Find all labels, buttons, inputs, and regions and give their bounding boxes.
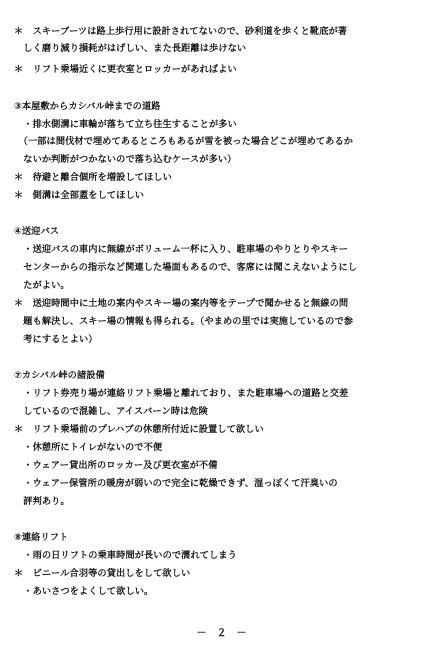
text-line: 評判あり。: [14, 496, 70, 507]
text-line: ・送迎バスの車内に無線がボリューム一杯に入り、駐車場のやりとりやスキー: [14, 244, 349, 255]
text-line: ないか判断がつかないので落ち込むケースが多い）: [14, 154, 237, 165]
page-number: － ２ －: [196, 628, 247, 639]
text-line: ＊ 側溝は全部蓋をしてほしい: [14, 190, 145, 201]
text-line: しく磨り減り損耗がはげしい、また長距離は歩けない: [14, 43, 247, 54]
text-line: しているので混雑し、アイスバーン時は危険: [14, 406, 208, 417]
text-line: ・ウェアー貸出所のロッカー及び更衣室が不備: [14, 460, 218, 471]
text-line: たがよい。: [14, 280, 70, 291]
text-line: 考にするとよい）: [14, 334, 98, 345]
text-line: ＊ ビニール合羽等の貸出しをして欲しい: [14, 568, 191, 579]
text-line: ＊ スキーブーツは路上歩行用に設計されてないので、砂利道を歩くと靴底が著: [14, 26, 348, 37]
text-line: ・排水側溝に車輪が落ちて立ち往生することが多い: [14, 119, 237, 130]
section-heading: ④送迎バス: [14, 226, 60, 237]
text-line: 題も解決し、スキー場の情報も得られる。（やまめの里では実施しているので参: [14, 316, 354, 327]
text-line: （一部は間伐材で埋めてあるところもあるが雪を被った場合どこが埋めてあるか: [14, 136, 354, 147]
text-line: ・休憩所にトイレがないので不便: [14, 442, 163, 453]
text-line: ・雨の日リフトの乗車時間が長いので濡れてしまう: [14, 550, 237, 561]
text-line: ＊ リフト乗場近くに更衣室とロッカーがあればよい: [14, 64, 237, 75]
text-line: ＊ 待避と離合個所を増設してほしい: [14, 172, 172, 183]
section-heading: ③本屋敷からカシバル峠までの道路: [14, 101, 161, 112]
section-heading: ⑦カシバル峠の諸設備: [14, 370, 105, 381]
text-line: センターからの指示など関連した場面もあるので、客席には聞こえないようにし: [14, 262, 358, 273]
text-line: ＊ 送迎時間中に土地の案内やスキー場の案内等をテープで聞かせると無線の問: [14, 298, 349, 309]
text-line: ・リフト券売り場が連絡リフト乗場と離れており、また駐車場への道路と交差: [14, 388, 349, 399]
section-heading: ⑧連絡リフト: [14, 532, 69, 543]
text-line: ＊ リフト乗場前のプレハブの休憩所付近に設置して欲しい: [14, 424, 264, 435]
text-line: ・あいさつをよくして欲しい。: [14, 586, 154, 597]
text-line: ・ウェアー保管所の暖房が弱いので完全に乾燥できず、湿っぽくて汗臭いの: [14, 478, 338, 489]
